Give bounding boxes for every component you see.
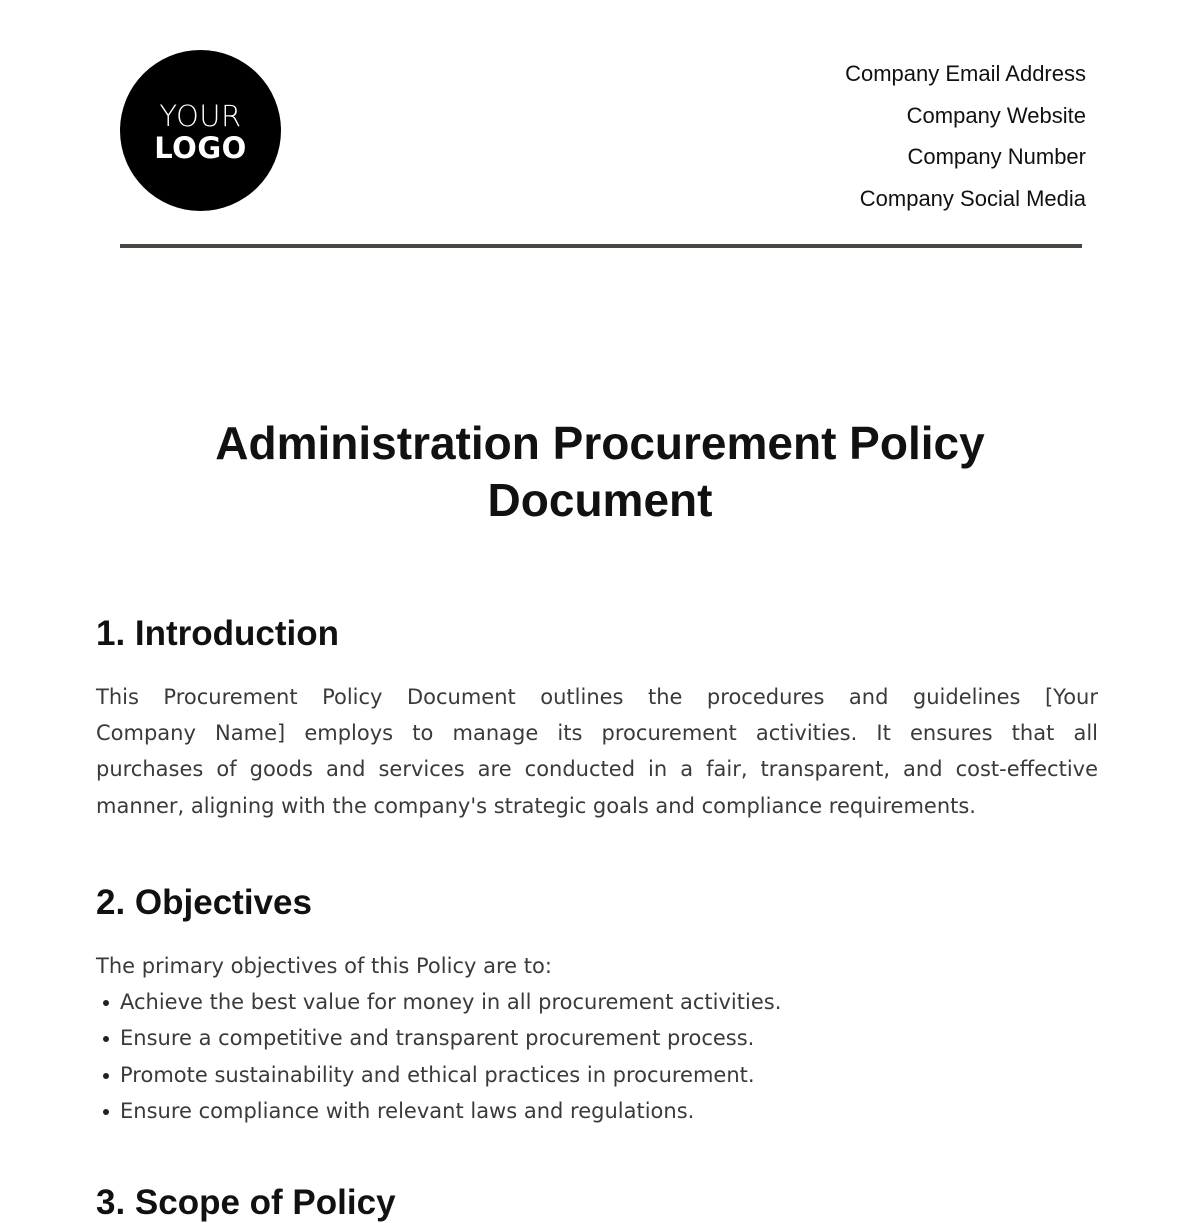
logo-text-line1: YOUR [159, 98, 242, 133]
introduction-line: Company Name] employs to manage its procurement activities. It ensures that all [96, 721, 1098, 746]
document-title-line2: Document [487, 474, 713, 526]
list-item-text: Achieve the best value for money in all procurement activities. [120, 990, 782, 1014]
bullet-icon [103, 1073, 109, 1079]
list-item [96, 1057, 781, 1093]
company-social-media: Company Social Media [859, 186, 1086, 212]
document-title [0, 415, 1200, 529]
list-item-text: Ensure compliance with relevant laws and regulations. [120, 1098, 695, 1123]
bullet-icon [103, 1000, 109, 1006]
section-heading-introduction: 1. Introduction [96, 614, 340, 653]
header-divider [120, 244, 1082, 248]
list-item [96, 984, 781, 1020]
list-item [96, 1093, 781, 1129]
company-email: Company Email Address [845, 61, 1086, 86]
objectives-list [96, 984, 781, 1129]
objectives-lead-text: The primary objectives of this Policy are to: [96, 954, 552, 978]
section-heading-objectives: 2. Objectives [96, 883, 312, 922]
list-item [96, 1020, 781, 1056]
company-website: Company Website [906, 102, 1086, 128]
company-logo [120, 50, 281, 211]
list-item-text: Ensure a competitive and transparent procurement process. [120, 1026, 755, 1051]
section-heading-scope: 3. Scope of Policy [96, 1183, 396, 1222]
list-item-text: Promote sustainability and ethical practices in procurement. [120, 1062, 755, 1087]
introduction-line: This Procurement Policy Document outlines the procedures and guidelines [Your [96, 685, 1098, 709]
company-number: Company Number [907, 144, 1086, 170]
document-title-line1: Administration Procurement Policy [215, 417, 985, 469]
company-contact-block [845, 53, 1086, 220]
logo-text-line2: LOGO [154, 130, 247, 165]
introduction-paragraph [96, 679, 1098, 824]
introduction-line: purchases of goods and services are conducted in a fair, transparent, and cost-effective [96, 757, 1098, 782]
bullet-icon [103, 1109, 109, 1115]
introduction-line: manner, aligning with the company's strategic goals and compliance requirements. [96, 793, 976, 818]
bullet-icon [103, 1036, 109, 1042]
